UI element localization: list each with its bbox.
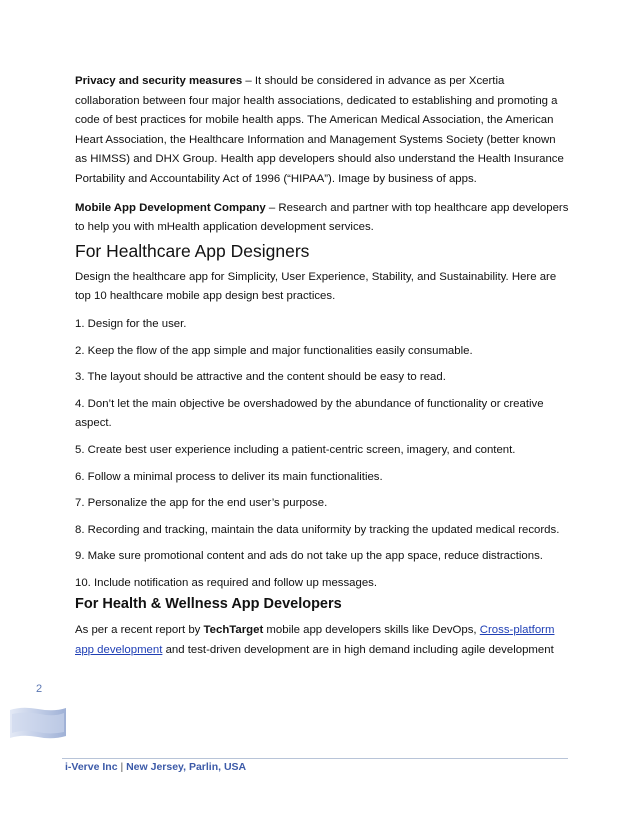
page-tab-decoration: [8, 706, 68, 740]
list-item: 3. The layout should be attractive and the content should be easy to read.: [75, 371, 446, 384]
wellness-heading: For Health & Wellness App Developers: [75, 596, 342, 613]
list-item: 4. Don’t let the main objective be overshadowed by the abundance of functionality or creative aspect.: [75, 397, 544, 430]
techtarget-name: TechTarget: [203, 624, 264, 637]
best-practices-list: [75, 315, 570, 594]
page-content: [75, 72, 570, 661]
list-item: 10. Include notification as required and follow up messages.: [75, 576, 378, 589]
company-lead: Mobile App Development Company: [75, 201, 266, 214]
privacy-paragraph: [75, 72, 570, 190]
list-item: 8. Recording and tracking, maintain the data uniformity by tracking the updated medical records.: [75, 523, 560, 536]
wellness-text-c: and test-driven development are in high demand including agile development: [162, 644, 554, 657]
footer-divider: [62, 758, 568, 759]
list-item: 5. Create best user experience including a patient-centric screen, imagery, and content.: [75, 443, 516, 456]
footer-location: New Jersey, Parlin, USA: [126, 761, 247, 773]
footer-company: i-Verve Inc: [65, 761, 118, 773]
page-footer: [65, 761, 246, 773]
cross-platform-link[interactable]: Cross-platform app development: [75, 624, 555, 657]
designers-heading: For Healthcare App Designers: [75, 240, 310, 261]
list-item: 2. Keep the flow of the app simple and major functionalities easily consumable.: [75, 344, 473, 357]
list-item: 7. Personalize the app for the end user’s purpose.: [75, 497, 328, 510]
list-item: 9. Make sure promotional content and ads do not take up the app space, reduce distractions.: [75, 550, 543, 563]
list-item: 6. Follow a minimal process to deliver its main functionalities.: [75, 470, 383, 483]
company-text: – Research and partner with top healthcare app developers to help you with mHealth application development services.: [75, 201, 569, 234]
wellness-text-b: mobile app developers skills like DevOps,: [263, 624, 480, 637]
company-paragraph: [75, 199, 570, 238]
page-number: 2: [36, 683, 43, 695]
list-item: 1. Design for the user.: [75, 317, 187, 330]
privacy-lead: Privacy and security measures: [75, 75, 243, 87]
footer-separator: |: [117, 761, 127, 773]
wellness-text-a: As per a recent report by: [75, 624, 204, 637]
privacy-text: – It should be considered in advance as per Xcertia collaboration between four major health associations, dedicated to establishing and promoting a code of best practices for mobile health apps. The American Medical Association, the American Heart Association, the Healthcare Information and Management Systems Society (better known as HIMSS) and DHX Group. Health app developers should also understand the Health Insurance Portability and Accountability Act of 1996 (“HIPAA”). Image by business of apps.: [75, 75, 564, 185]
designers-intro: Design the healthcare app for Simplicity, User Experience, Stability, and Sustainability. Here are top 10 healthcare mobile app design best practices.: [75, 270, 557, 303]
wellness-paragraph: [75, 621, 570, 660]
